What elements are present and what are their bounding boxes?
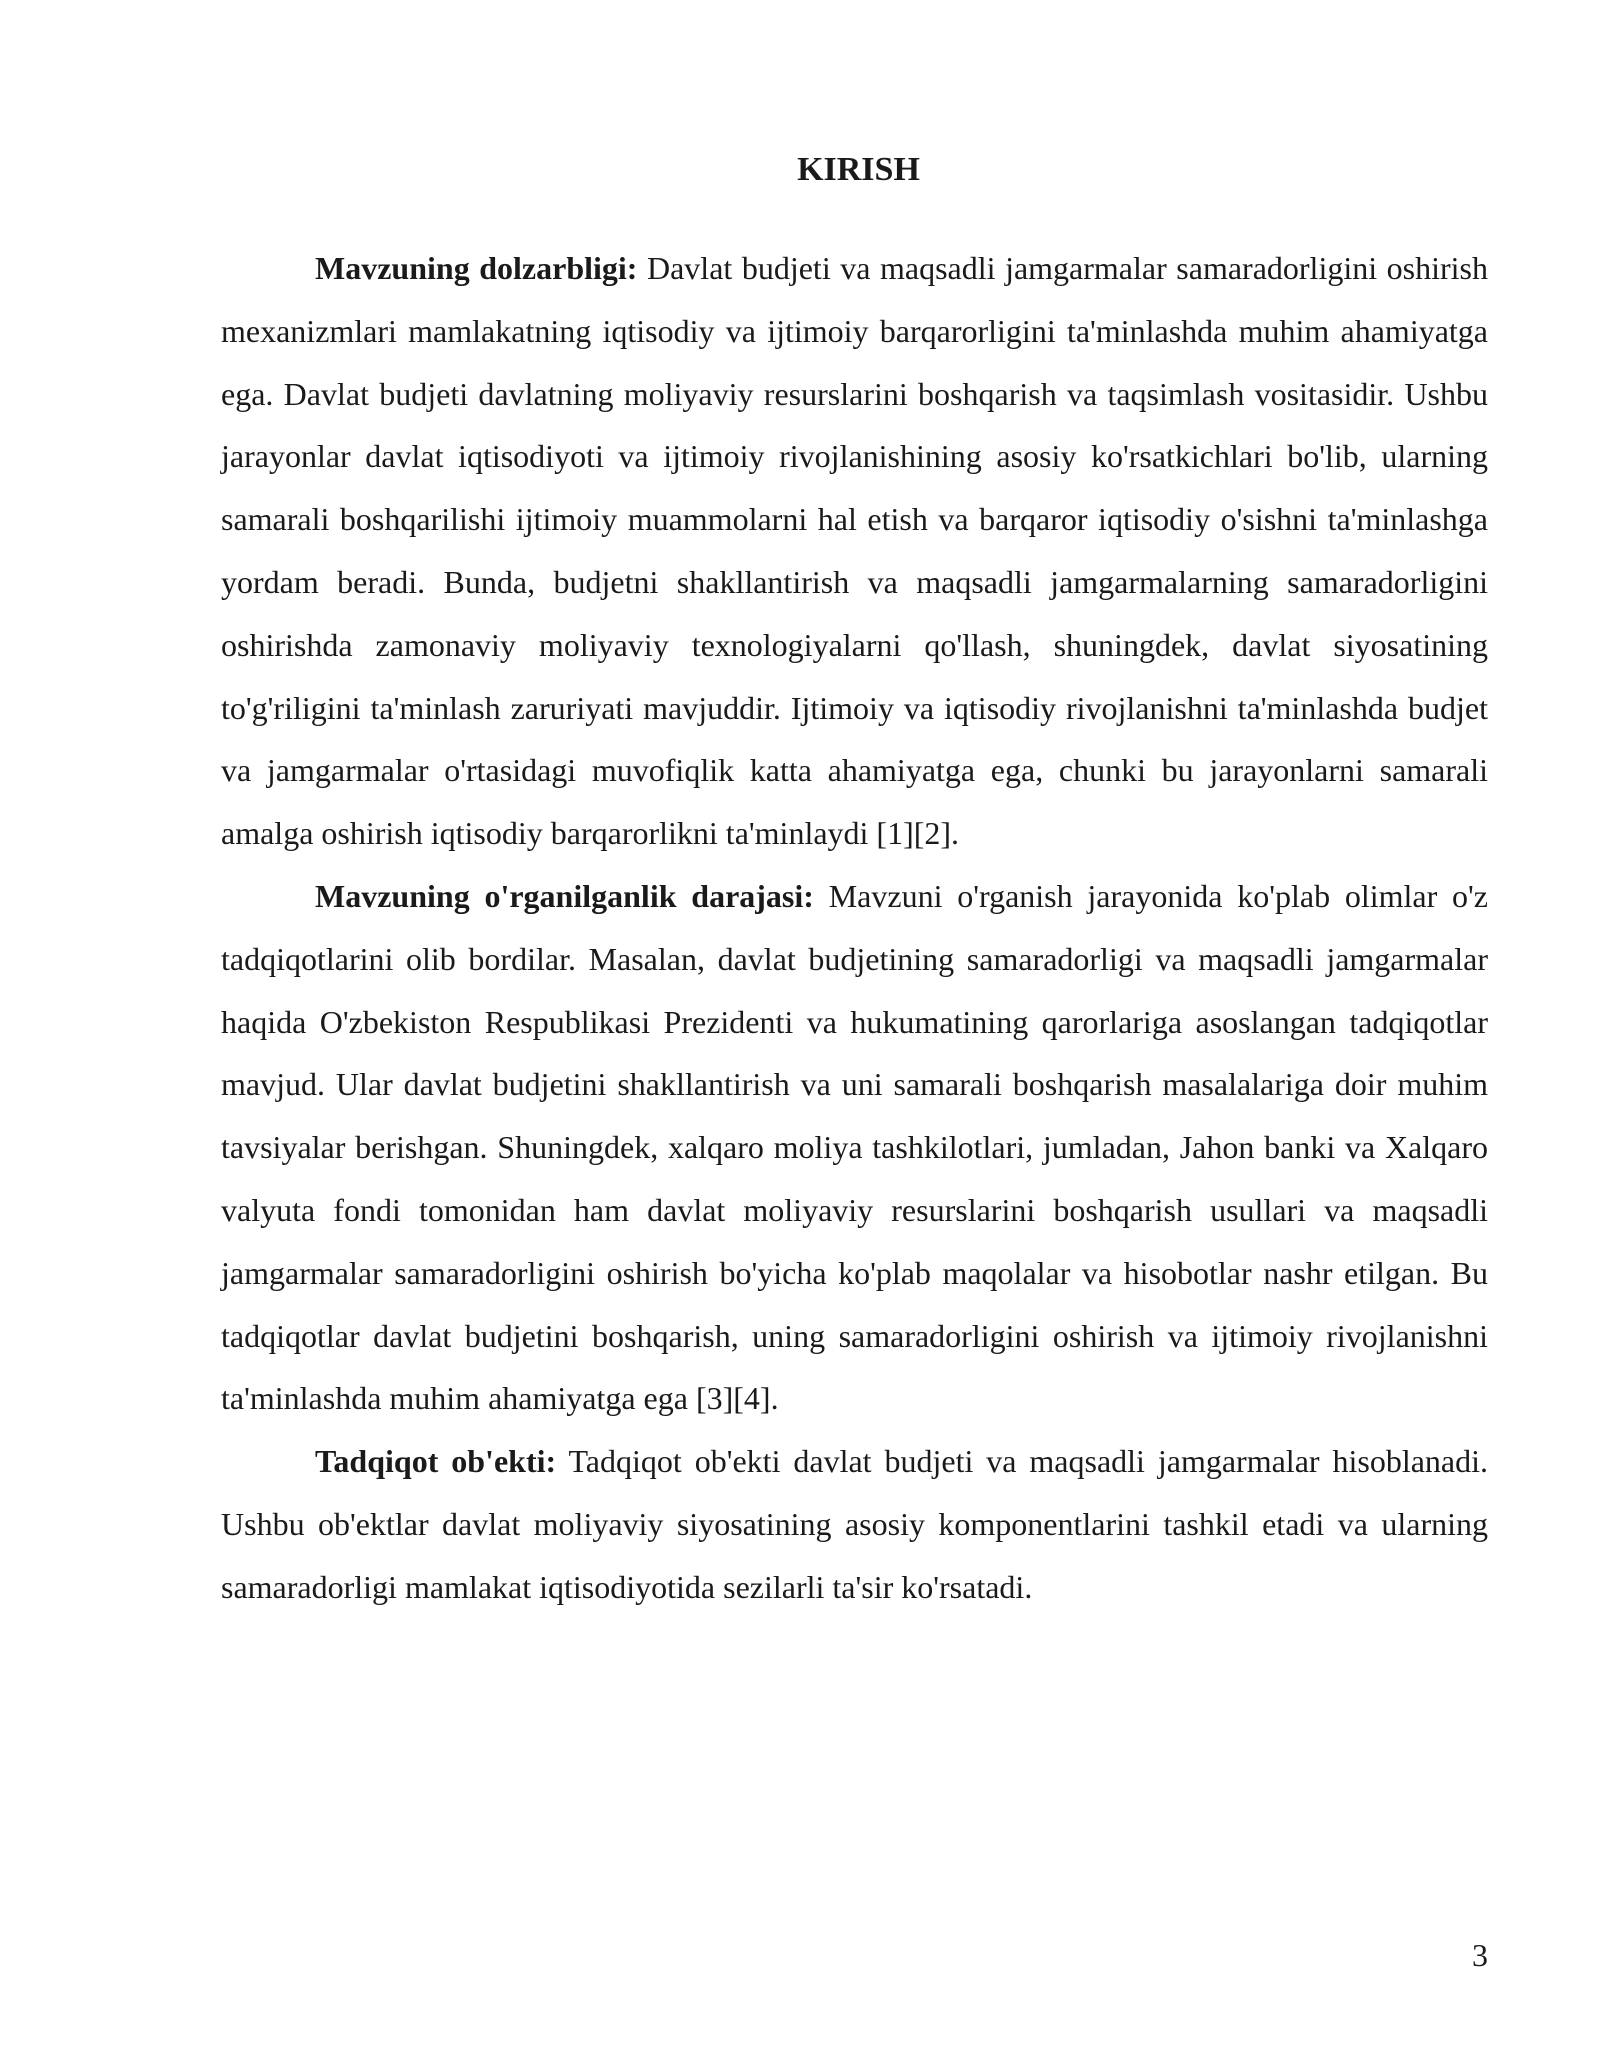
page-number: 3	[1472, 1937, 1488, 1973]
paragraph-text: Mavzuni o'rganish jarayonida ko'plab olimlar o'z tadqiqotlarini olib bordilar. Masalan, davlat budjetining samaradorligi va maqsadli jamgarmalar haqida O'zbekiston Respublikasi Prezidenti va hukumatining qarorlariga asoslangan tadqiqotlar mavjud. Ular davlat budjetini shakllantirish va uni samarali boshqarish masalalariga doir muhim tavsiyalar berishgan. Shuningdek, xalqaro moliya tashkilotlari, jumladan, Jahon banki va Xalqaro valyuta fondi tomonidan ham davlat moliyaviy resurslarini boshqarish usullari va maqsadli jamgarmalar samaradorligini oshirish bo'yicha ko'plab maqolalar va hisobotlar nashr etilgan. Bu tadqiqotlar davlat budjetini boshqarish, uning samaradorligini oshirish va ijtimoiy rivojlanishni ta'minlashda muhim ahamiyatga ega [3][4].	[221, 877, 1489, 1417]
document-body	[221, 237, 1488, 1619]
paragraph-text: Davlat budjeti va maqsadli jamgarmalar samaradorligini oshirish mexanizmlari mamlakatning iqtisodiy va ijtimoiy barqarorligini ta'minlashda muhim ahamiyatga ega. Davlat budjeti davlatning moliyaviy resurslarini boshqarish va taqsimlash vositasidir. Ushbu jarayonlar davlat iqtisodiyoti va ijtimoiy rivojlanishining asosiy ko'rsatkichlari bo'lib, ularning samarali boshqarilishi ijtimoiy muammolarni hal etish va barqaror iqtisodiy o'sishni ta'minlashga yordam beradi. Bunda, budjetni shakllantirish va maqsadli jamgarmalarning samaradorligini oshirishda zamonaviy moliyaviy texnologiyalarni qo'llash, shuningdek, davlat siyosatining to'g'riligini ta'minlash zaruriyati mavjuddir. Ijtimoiy va iqtisodiy rivojlanishni ta'minlashda budjet va jamgarmalar o'rtasidagi muvofiqlik katta ahamiyatga ega, chunki bu jarayonlarni samarali amalga oshirish iqtisodiy barqarorlikni ta'minlaydi [1][2].	[221, 250, 1489, 852]
paragraph-lead: Tadqiqot ob'ekti:	[315, 1443, 557, 1480]
paragraph-lead: Mavzuning o'rganilganlik darajasi:	[315, 877, 814, 914]
paragraph-study-level	[221, 865, 1488, 1430]
paragraph-lead: Mavzuning dolzarbligi:	[315, 250, 638, 286]
paragraph-research-object	[221, 1430, 1488, 1618]
page-title: KIRISH	[797, 151, 920, 188]
paragraph-text: Tadqiqot ob'ekti davlat budjeti va maqsadli jamgarmalar hisoblanadi. Ushbu ob'ektlar davlat moliyaviy siyosatining asosiy komponentlarini tashkil etadi va ularning samaradorligi mamlakat iqtisodiyotida sezilarli ta'sir ko'rsatadi.	[221, 1443, 1489, 1605]
paragraph-relevance	[221, 237, 1488, 865]
